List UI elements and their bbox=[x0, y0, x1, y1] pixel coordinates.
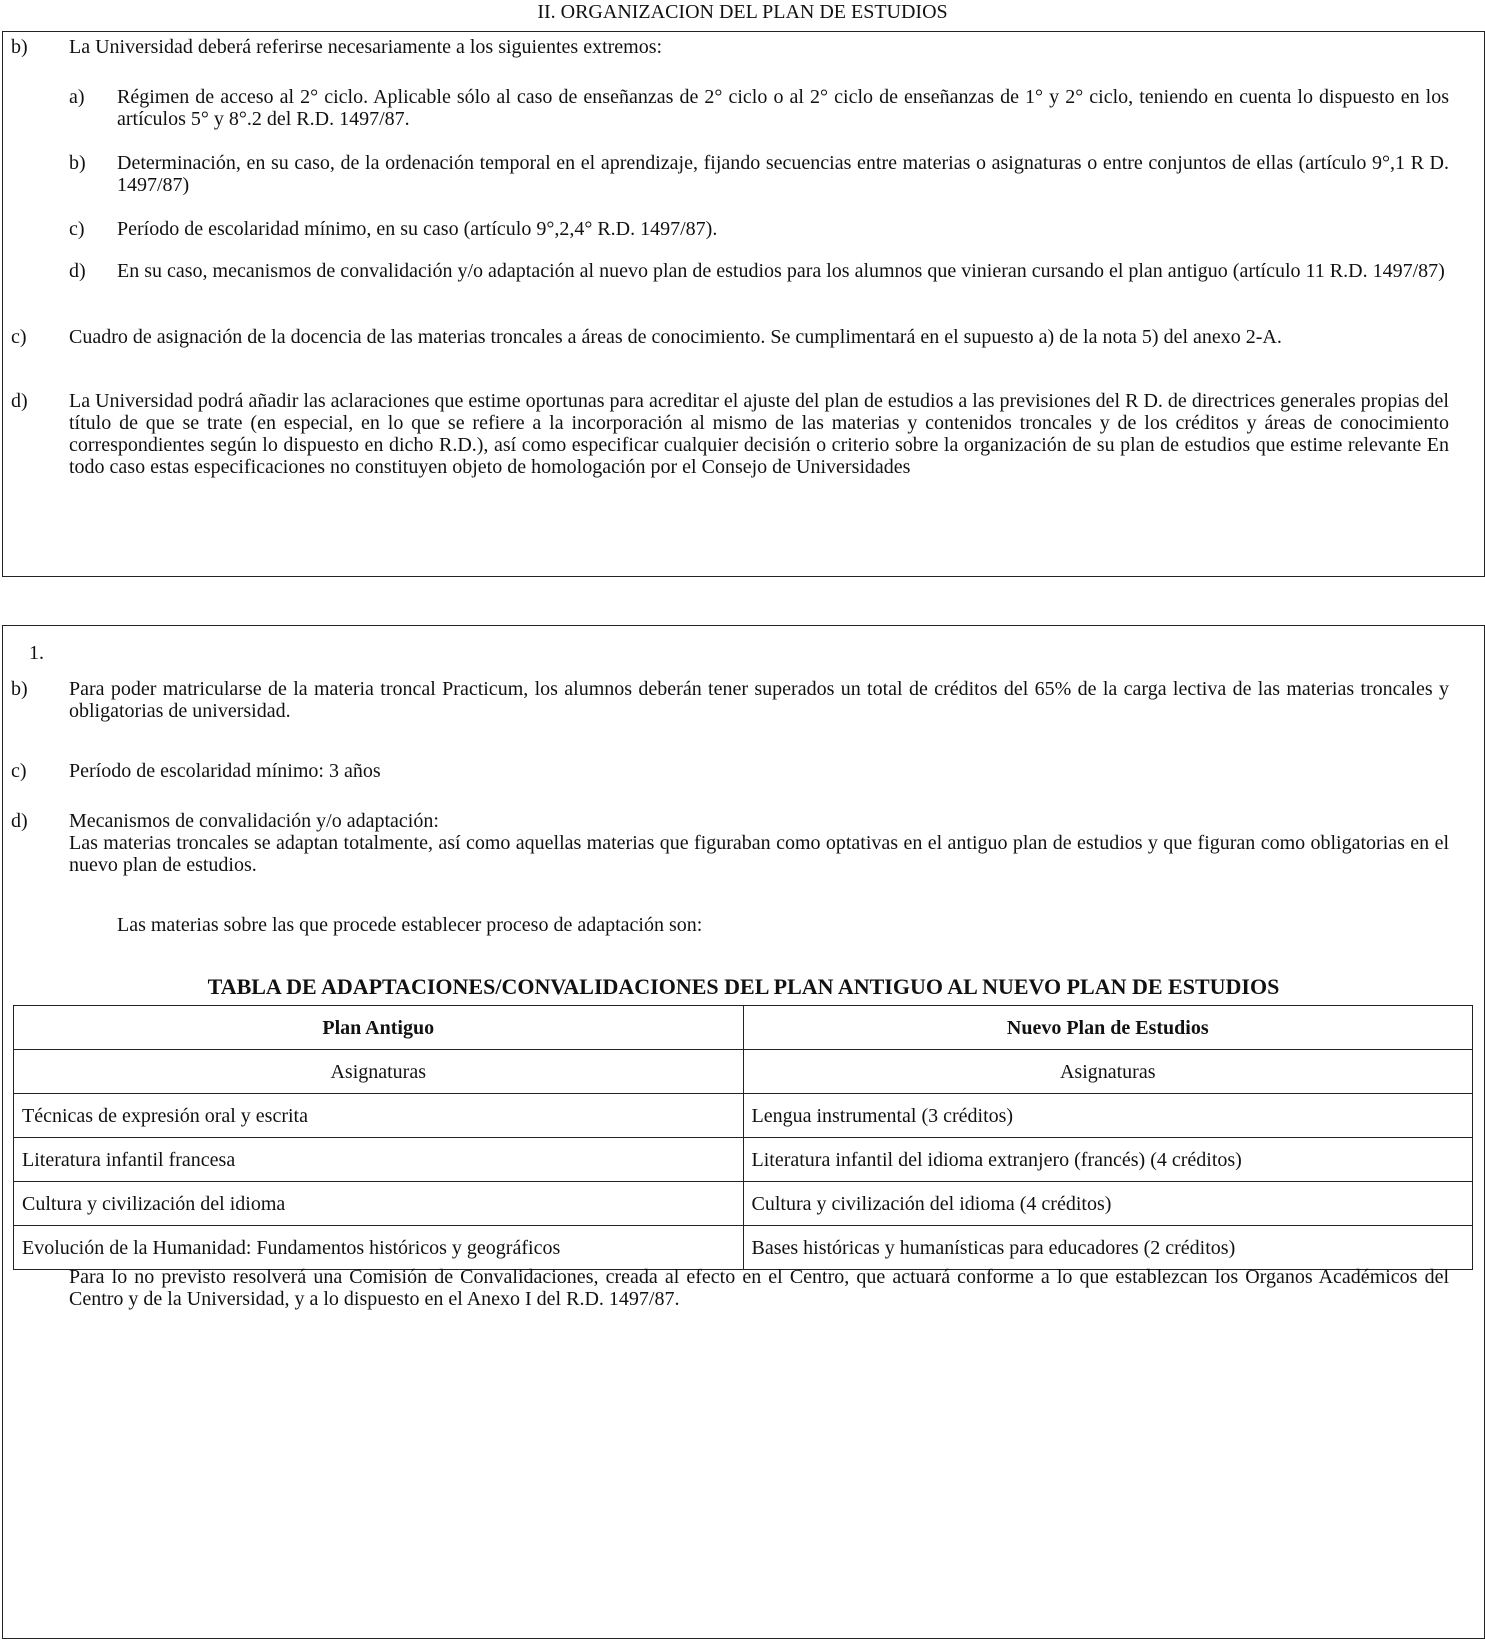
column-subheader: Asignaturas bbox=[14, 1050, 744, 1094]
column-header: Plan Antiguo bbox=[14, 1006, 744, 1050]
item-label: b) bbox=[11, 36, 28, 58]
intro-text: Las materias sobre las que procede establecer proceso de adaptación son: bbox=[117, 914, 703, 936]
table-subheader-row bbox=[14, 1050, 1473, 1094]
item-text: La Universidad deberá referirse necesariamente a los siguientes extremos: bbox=[69, 36, 663, 58]
plan-details-box bbox=[2, 625, 1485, 1639]
page-title: II. ORGANIZACION DEL PLAN DE ESTUDIOS bbox=[537, 1, 948, 23]
item-label: c) bbox=[11, 760, 27, 782]
item-label: c) bbox=[69, 218, 85, 240]
item-label: d) bbox=[69, 260, 86, 282]
column-subheader: Asignaturas bbox=[743, 1050, 1473, 1094]
item-label: b) bbox=[69, 152, 86, 174]
item-text: Para poder matricularse de la materia troncal Practicum, los alumnos deberán tener superados un total de créditos del 65% de la carga lectiva de las materias troncales y obligatorias de universidad. bbox=[69, 678, 1449, 722]
item-label: b) bbox=[11, 678, 28, 700]
table-title: TABLA DE ADAPTACIONES/CONVALIDACIONES DEL PLAN ANTIGUO AL NUEVO PLAN DE ESTUDIOS bbox=[207, 974, 1280, 999]
table-cell: Técnicas de expresión oral y escrita bbox=[14, 1094, 744, 1138]
adaptation-table bbox=[13, 1005, 1473, 1270]
item-text: Régimen de acceso al 2° ciclo. Aplicable sólo al caso de enseñanzas de 2° ciclo o al 2° ciclo de enseñanzas de 1° y 2° ciclo, teniendo en cuenta lo dispuesto en los artículos 5° y 8°.2 del R.D. 1497/87. bbox=[117, 86, 1449, 130]
section-number: 1. bbox=[29, 642, 44, 664]
item-text: Período de escolaridad mínimo: 3 años bbox=[69, 760, 381, 782]
table-cell: Cultura y civilización del idioma bbox=[14, 1182, 744, 1226]
item-text: Las materias troncales se adaptan totalmente, así como aquellas materias que figuraban como optativas en el antiguo plan de estudios y que figuran como obligatorias en el nuevo plan de estudios. bbox=[69, 832, 1449, 876]
table-header-row bbox=[14, 1006, 1473, 1050]
item-heading: Mecanismos de convalidación y/o adaptación: bbox=[69, 810, 439, 832]
item-label: c) bbox=[11, 326, 27, 348]
item-label: d) bbox=[11, 390, 28, 412]
item-text: Cuadro de asignación de la docencia de las materias troncales a áreas de conocimiento. Se cumplimentará en el supuesto a) de la nota 5) del anexo 2-A. bbox=[69, 326, 1282, 348]
item-label: d) bbox=[11, 810, 28, 832]
table-row bbox=[14, 1226, 1473, 1270]
table-cell: Literatura infantil del idioma extranjero (francés) (4 créditos) bbox=[743, 1138, 1473, 1182]
table-cell: Evolución de la Humanidad: Fundamentos históricos y geográficos bbox=[14, 1226, 744, 1270]
table-row bbox=[14, 1094, 1473, 1138]
item-label: a) bbox=[69, 86, 85, 108]
item-text: La Universidad podrá añadir las aclaraciones que estime oportunas para acreditar el ajuste del plan de estudios a las previsiones del R D. de directrices generales propias del título de que se trate (en especial, en lo que se refiere a la incorporación al mismo de las materias y contenidos troncales y de los créditos y áreas de conocimiento correspondientes según lo dispuesto en dicho R.D.), así como especificar cualquier decisión o criterio sobre la organización de su plan de estudios que estime relevante En todo caso estas especificaciones no constituyen objeto de homologación por el Consejo de Universidades bbox=[69, 390, 1449, 478]
item-text: Determinación, en su caso, de la ordenación temporal en el aprendizaje, fijando secuencias entre materias o asignaturas o entre conjuntos de ellas (artículo 9°,1 R D. 1497/87) bbox=[117, 152, 1449, 196]
table-cell: Cultura y civilización del idioma (4 créditos) bbox=[743, 1182, 1473, 1226]
instructions-box bbox=[2, 31, 1485, 577]
item-text: En su caso, mecanismos de convalidación y/o adaptación al nuevo plan de estudios para los alumnos que vinieran cursando el plan antiguo (artículo 11 R.D. 1497/87) bbox=[117, 260, 1445, 282]
table-cell: Bases históricas y humanísticas para educadores (2 créditos) bbox=[743, 1226, 1473, 1270]
table-cell: Lengua instrumental (3 créditos) bbox=[743, 1094, 1473, 1138]
table-row bbox=[14, 1138, 1473, 1182]
closing-text: Para lo no previsto resolverá una Comisión de Convalidaciones, creada al efecto en el Centro, que actuará conforme a lo que establezcan los Organos Académicos del Centro y de la Universidad, y a lo dispuesto en el Anexo I del R.D. 1497/87. bbox=[69, 1266, 1449, 1310]
item-text: Período de escolaridad mínimo, en su caso (artículo 9°,2,4° R.D. 1497/87). bbox=[117, 218, 718, 240]
table-row bbox=[14, 1182, 1473, 1226]
column-header: Nuevo Plan de Estudios bbox=[743, 1006, 1473, 1050]
table-cell: Literatura infantil francesa bbox=[14, 1138, 744, 1182]
